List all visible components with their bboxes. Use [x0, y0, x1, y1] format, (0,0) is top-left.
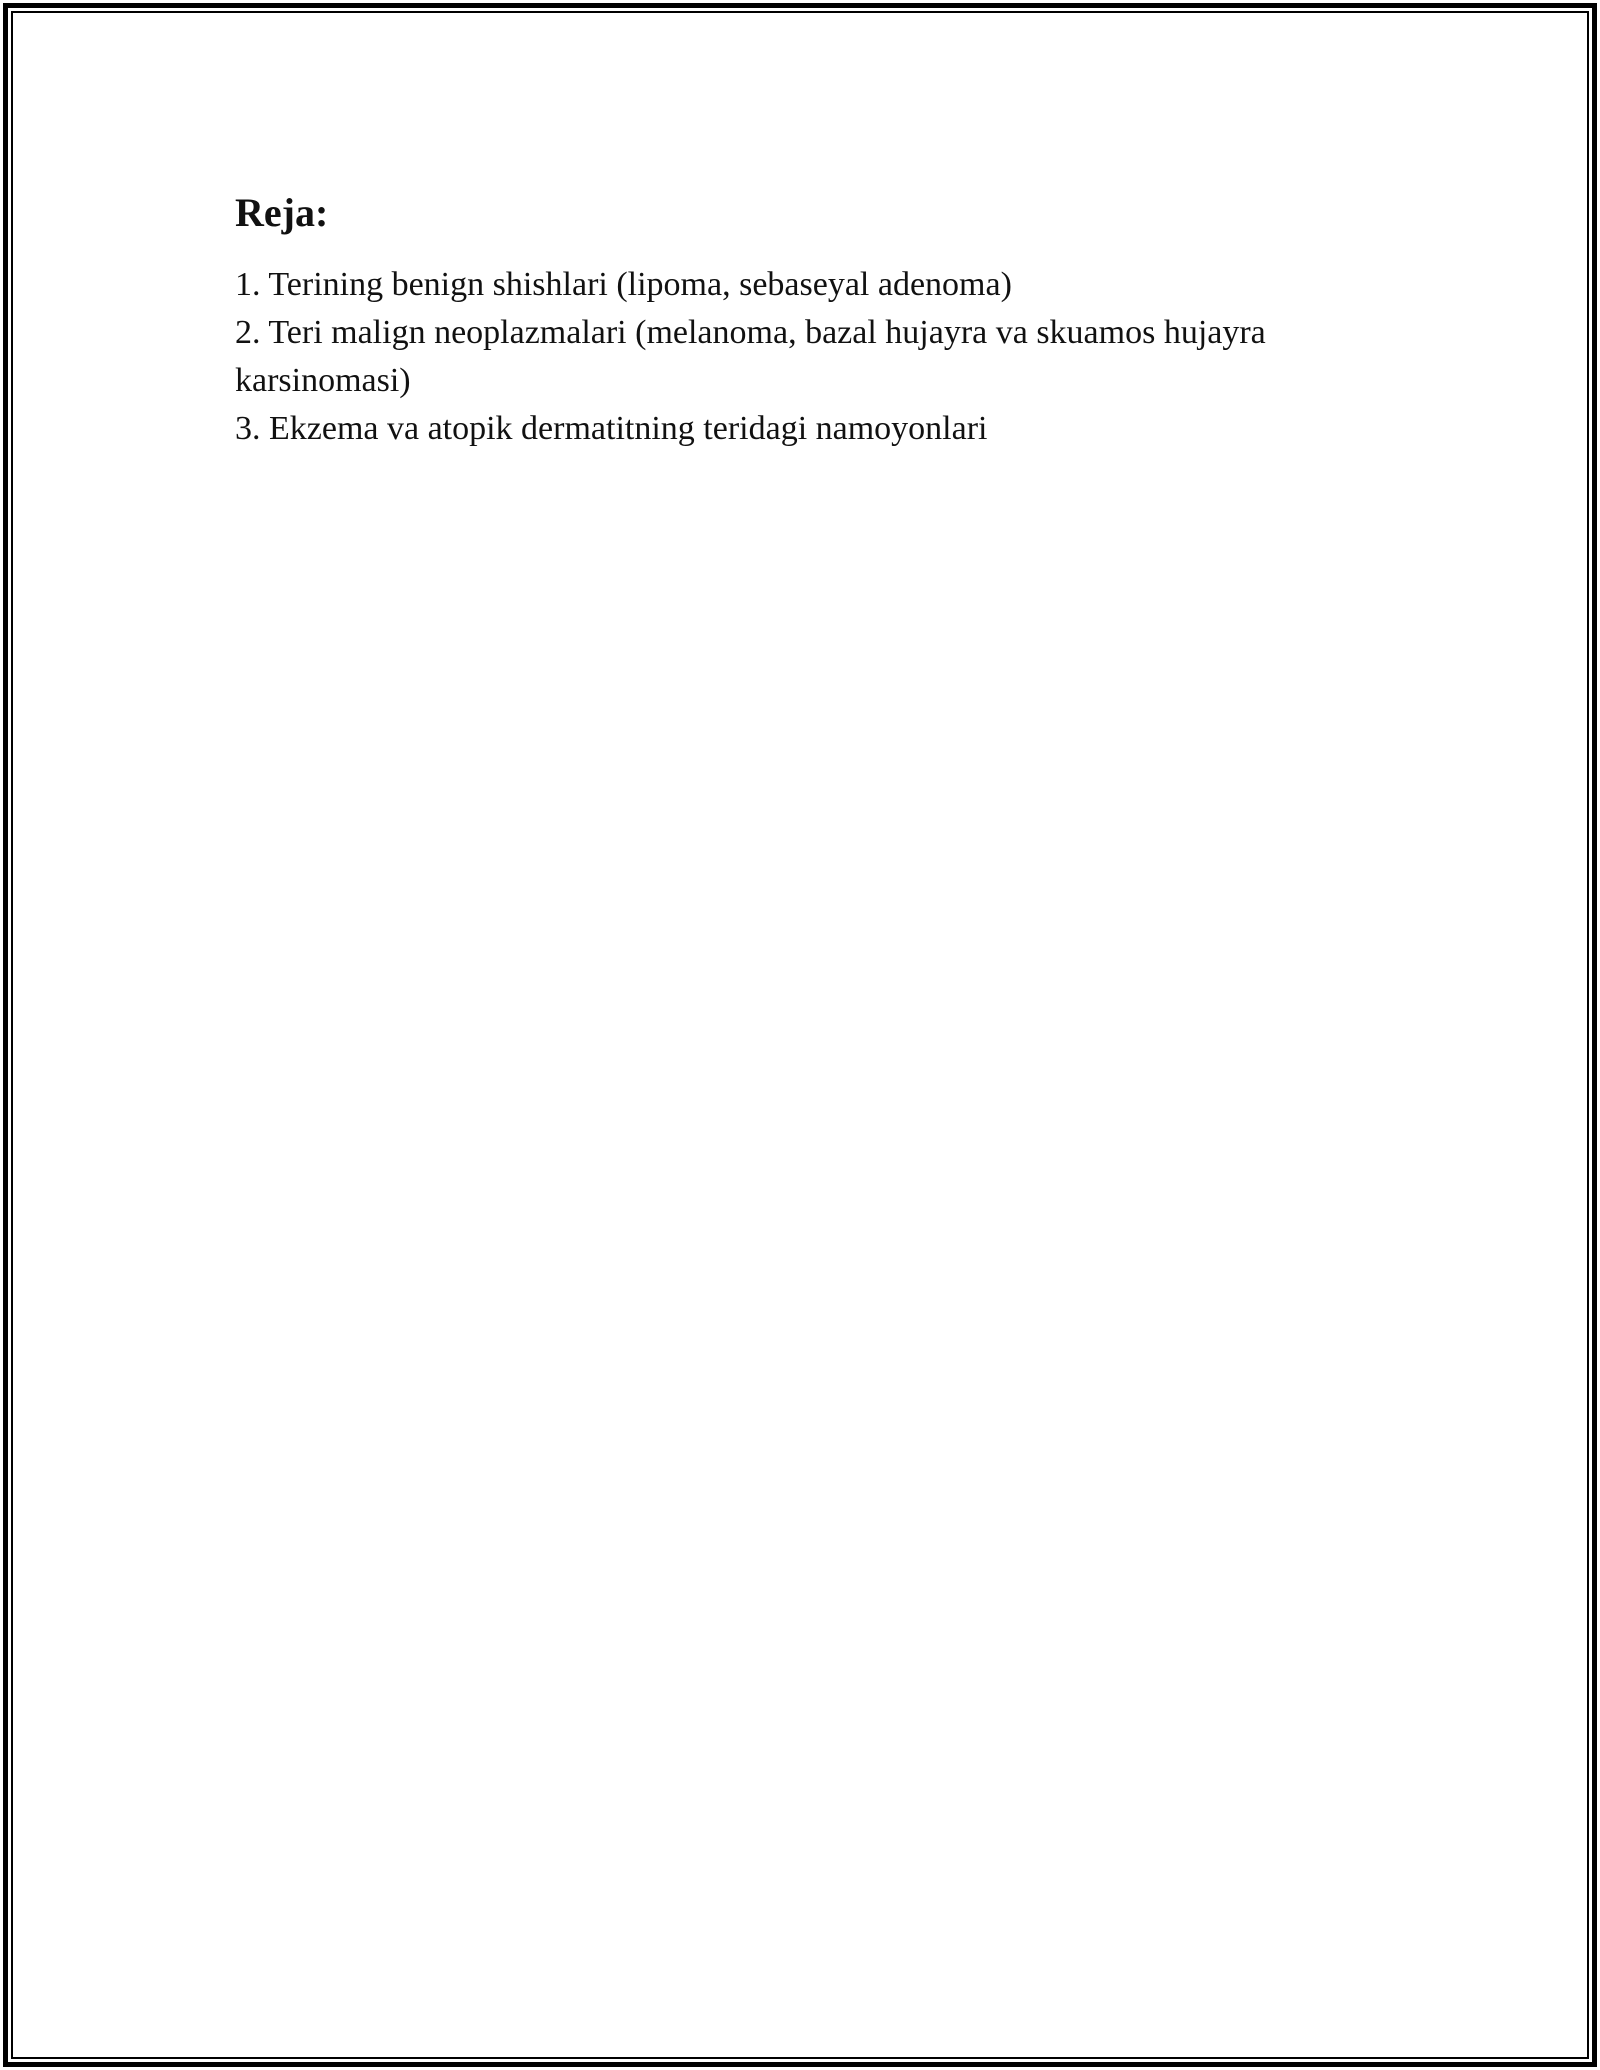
plan-item-2: 2. Teri malign neoplazmalari (melanoma, bazal hujayra va skuamos hujayra karsinomasi) [235, 314, 1266, 399]
plan-item-3: 3. Ekzema va atopik dermatitning teridagi namoyonlari [235, 410, 988, 447]
document-body [235, 185, 1365, 453]
plan-heading: Reja: [235, 190, 329, 235]
plan-list [235, 261, 1365, 453]
plan-item-1: 1. Terining benign shishlari (lipoma, sebaseyal adenoma) [235, 266, 1012, 303]
